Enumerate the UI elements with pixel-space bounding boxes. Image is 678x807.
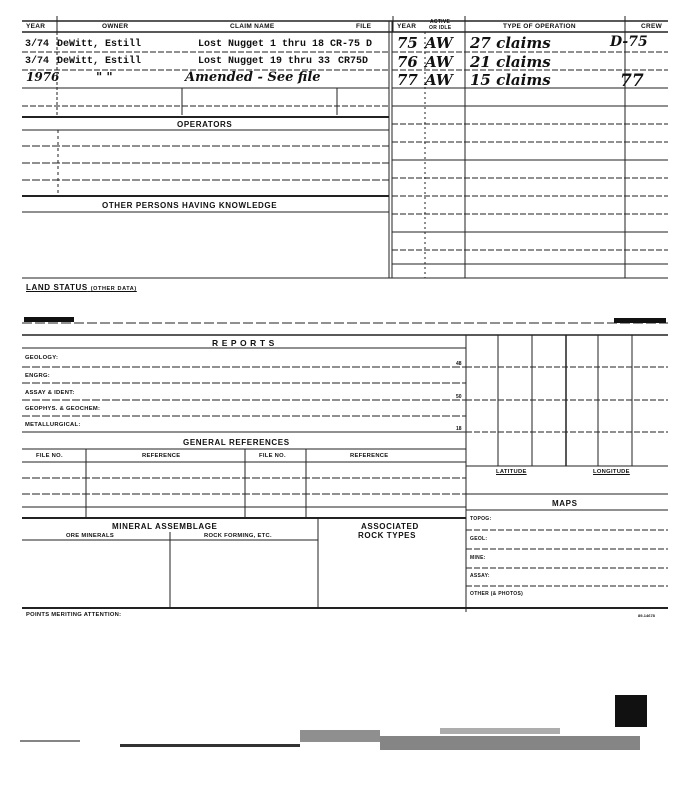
ops-row-2-year: 76 [397, 53, 418, 71]
land-status-label: LAND STATUS [26, 283, 88, 292]
owner-row-1-file: CR-75 D [330, 39, 373, 50]
ops-row-1-status: AW [425, 34, 453, 52]
ops-row-1-year: 75 [397, 34, 418, 52]
mineral-assemblage-heading: MINERAL ASSEMBLAGE [112, 522, 218, 531]
ref-header-reference-2: REFERENCE [350, 453, 389, 459]
rock-forming-header: ROCK FORMING, ETC. [204, 533, 272, 539]
ops-row-3-crew: 77 [620, 71, 644, 91]
ref-header-file-no-1: FILE NO. [36, 453, 63, 459]
rock-types-heading: ROCK TYPES [358, 531, 417, 540]
maps-assay: ASSAY: [470, 573, 490, 579]
latitude-label: LATITUDE [496, 469, 527, 475]
points-meriting-attention-label: POINTS MERITING ATTENTION: [26, 612, 122, 618]
header-file: FILE [356, 23, 372, 30]
header-year: YEAR [26, 23, 46, 30]
header-or-idle: OR IDLE [429, 25, 452, 31]
ops-row-3-year: 77 [397, 71, 418, 89]
reports-heading: R E P O R T S [212, 338, 275, 348]
owner-row-3-owner: " " [96, 70, 113, 84]
other-persons-heading: OTHER PERSONS HAVING KNOWLEDGE [102, 201, 278, 210]
report-assay-num: 50 [456, 394, 462, 400]
maps-other: OTHER (& PHOTOS) [470, 591, 524, 597]
ref-header-reference-1: REFERENCE [142, 453, 181, 459]
ops-row-3-status: AW [425, 71, 453, 89]
maps-topog: TOPOG: [470, 516, 492, 522]
header-crew: CREW [641, 23, 663, 30]
report-geology-label: GEOLOGY: [25, 355, 59, 361]
report-metallurgical-label: METALLURGICAL: [25, 422, 81, 428]
report-metallurgical-num: 18 [456, 426, 462, 432]
header-type-of-operation: TYPE OF OPERATION [503, 23, 576, 30]
ore-minerals-header: ORE MINERALS [66, 533, 115, 539]
owner-row-2-owner: DeWitt, Estill [57, 56, 142, 67]
maps-heading: MAPS [552, 499, 578, 508]
general-references-heading: GENERAL REFERENCES [183, 438, 290, 447]
ops-row-2-status: AW [425, 53, 453, 71]
land-status-heading [26, 283, 137, 292]
report-assay-label: ASSAY & IDENT: [25, 390, 75, 396]
operators-heading: OPERATORS [177, 120, 233, 129]
header-year-2: YEAR [397, 23, 417, 30]
report-geophys-label: GEOPHYS. & GEOCHEM: [25, 406, 101, 412]
owner-row-3-claim: Amended - See file [185, 70, 321, 85]
owner-row-2-claim: Lost Nugget 19 thru 33 [198, 56, 331, 67]
ref-header-file-no-2: FILE NO. [259, 453, 286, 459]
maps-geol: GEOL: [470, 536, 488, 542]
owner-row-1-year: 3/74 [25, 39, 50, 50]
header-claim-name: CLAIM NAME [230, 23, 275, 30]
owner-row-2-file: CR75D [338, 56, 369, 67]
report-engrg-label: ENGRG: [25, 373, 50, 379]
ops-row-2-type: 21 claims [470, 53, 551, 71]
header-active: ACTIVE [430, 19, 451, 25]
longitude-label: LONGITUDE [593, 469, 630, 475]
associated-heading: ASSOCIATED [361, 522, 419, 531]
owner-row-1-claim: Lost Nugget 1 thru 18 [198, 39, 325, 50]
ops-row-1-type: 27 claims [470, 34, 551, 52]
form-number: 89-14678 [638, 613, 655, 618]
owner-row-1-owner: DeWitt, Estill [57, 39, 142, 50]
maps-mine: MINE: [470, 555, 486, 561]
report-geology-num: 48 [456, 361, 462, 367]
owner-row-3-year: 1976 [26, 70, 60, 84]
ops-row-3-type: 15 claims [470, 71, 551, 89]
ops-row-1-crew: D-75 [610, 34, 648, 50]
owner-row-2-year: 3/74 [25, 56, 50, 67]
header-owner: OWNER [102, 23, 129, 30]
land-status-sublabel: (OTHER DATA) [90, 286, 137, 292]
